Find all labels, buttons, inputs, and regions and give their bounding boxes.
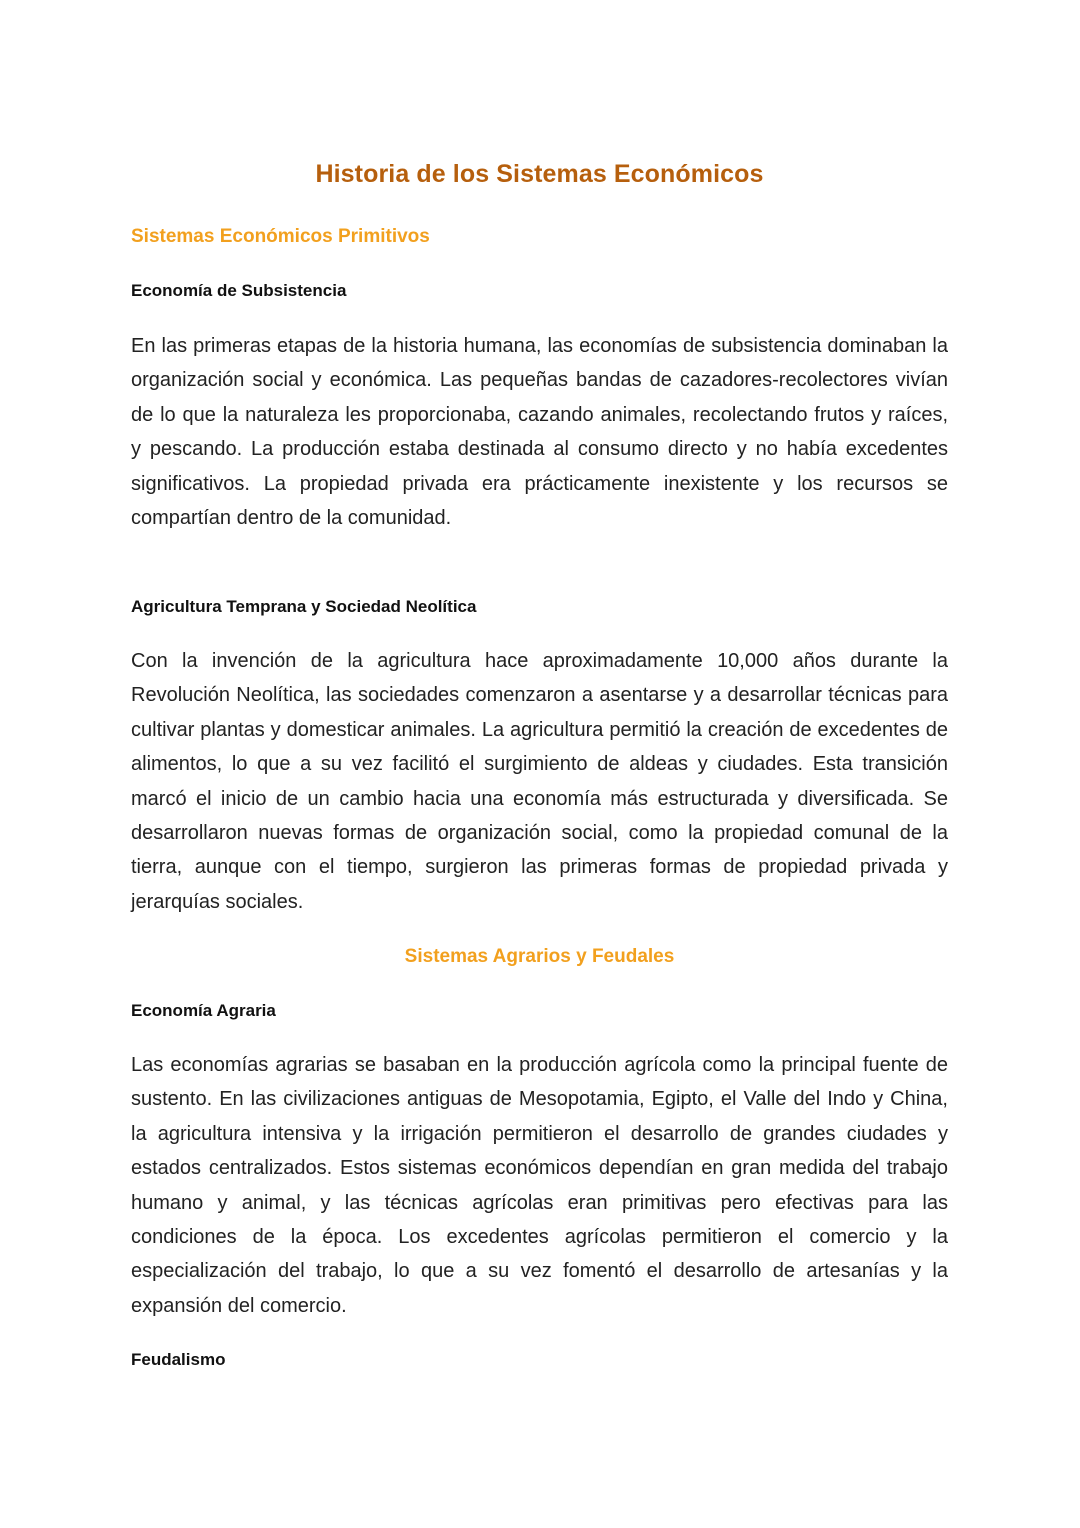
paragraph-neolithic: Con la invención de la agricultura hace aproximadamente 10,000 años durante la Revolución Neolítica, las sociedades comenzaron a asentarse y a desarrollar técnicas para cultivar plantas y domesticar animales. La agricultura permitió la creación de excedentes de alimentos, lo que a su vez facilitó el surgimiento de aldeas y ciudades. Esta transición marcó el inicio de un cambio hacia una economía más estructurada y diversificada. Se desarrollaron nuevas formas de organización social, como la propiedad comunal de la tierra, aunque con el tiempo, surgieron las primeras formas de propiedad privada y jerarquías sociales. xyxy=(131,650,948,913)
subsection-heading-subsistence: Economía de Subsistencia xyxy=(131,281,347,300)
paragraph-agrarian-economy: Las economías agrarias se basaban en la producción agrícola como la principal fuente de sustento. En las civilizaciones antiguas de Mesopotamia, Egipto, el Valle del Indo y China, la agricultura intensiva y la irrigación permitieron el desarrollo de grandes ciudades y estados centralizados. Estos sistemas económicos dependían en gran medida del trabajo humano y animal, y las técnicas agrícolas eran primitivas pero efectivas para las condiciones de la época. Los excedentes agrícolas permitieron el comercio y la especialización del trabajo, lo que a su vez fomentó el desarrollo de artesanías y la expansión del comercio. xyxy=(131,1054,948,1317)
subsection-heading-agrarian-economy: Economía Agraria xyxy=(131,1001,276,1020)
document-title: Historia de los Sistemas Económicos xyxy=(315,160,764,188)
paragraph-subsistence: En las primeras etapas de la historia humana, las economías de subsistencia dominaban la organización social y económica. Las pequeñas bandas de cazadores-recolectores vivían de lo que la naturaleza les proporcionaba, cazando animales, recolectando frutos y raíces, y pescando. La producción estaba destinada al consumo directo y no había excedentes significativos. La propiedad privada era prácticamente inexistente y los recursos se compartían dentro de la comunidad. xyxy=(131,335,948,530)
subsection-heading-feudalism: Feudalismo xyxy=(131,1350,226,1369)
section-heading-primitive-systems: Sistemas Económicos Primitivos xyxy=(131,226,430,247)
subsection-heading-neolithic: Agricultura Temprana y Sociedad Neolítica xyxy=(131,597,477,616)
section-heading-agrarian-feudal: Sistemas Agrarios y Feudales xyxy=(404,946,675,967)
